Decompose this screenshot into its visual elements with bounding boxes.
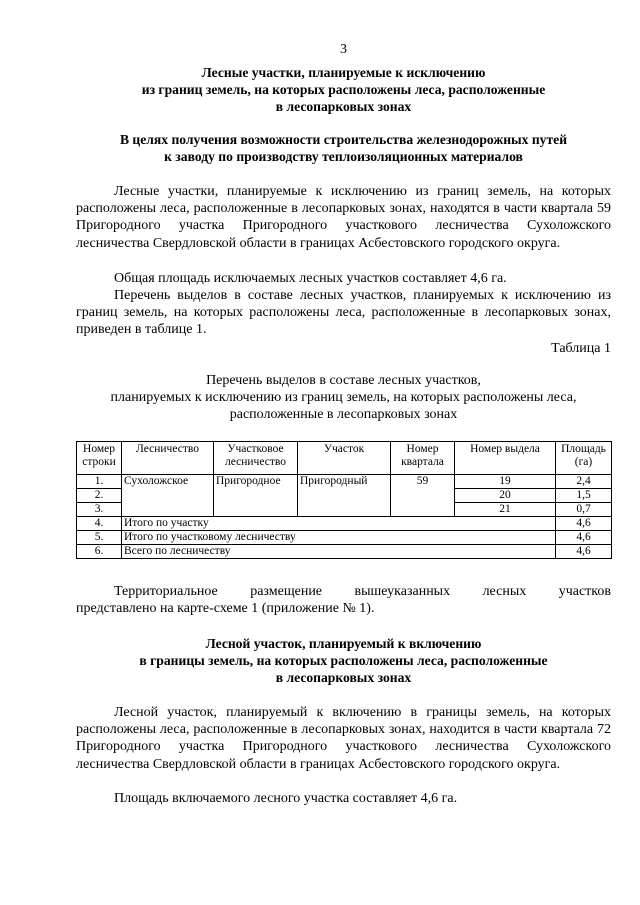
cell-total-label: Итого по участковому лесничеству (122, 531, 556, 545)
table-header-row (77, 442, 612, 475)
cell-row-number: 6. (77, 545, 122, 559)
cell-allotment: 20 (455, 489, 556, 503)
paragraph-inclusion-location (76, 704, 611, 773)
cell-area: 1,5 (556, 489, 612, 503)
cell-row-number: 3. (77, 503, 122, 517)
cell-allotment: 19 (455, 475, 556, 489)
paragraph-text: представлено на карте-схеме 1 (приложение № 1). (76, 601, 375, 617)
section-heading-exclusion (76, 64, 611, 115)
paragraph-text: Лесные участки, планируемые к исключению из границ земель, на которых расположены леса, расположенные в лесопарковых зонах, находятся в части квартала 59 Пригородного участка Пригородного участкового лесничества Сухоложского лесничества Свердловской области в границах Асбестовского городского округа. (76, 184, 611, 251)
cell-row-number: 4. (77, 517, 122, 531)
cell-row-number: 2. (77, 489, 122, 503)
header-area: Площадь (га) (556, 442, 612, 475)
cell-quarter: 59 (391, 475, 455, 517)
heading-line: Лесной участок, планируемый к включению (205, 636, 482, 651)
table-title (76, 372, 611, 423)
cell-total-label: Всего по лесничеству (122, 545, 556, 559)
heading-line: в лесопарковых зонах (275, 670, 412, 685)
table-row (77, 475, 612, 489)
heading-line: в лесопарковых зонах (275, 99, 412, 114)
paragraph-total-area (76, 270, 611, 287)
cell-area: 0,7 (556, 503, 612, 517)
heading-line: В целях получения возможности строительства железнодорожных путей (119, 132, 568, 147)
table-total-row (77, 517, 612, 531)
cell-row-number: 1. (77, 475, 122, 489)
paragraph-text: Территориальное размещение вышеуказанных лесных участков (114, 584, 611, 599)
cell-total-label: Итого по участку (122, 517, 556, 531)
paragraph-location (76, 183, 611, 252)
heading-line: из границ земель, на которых расположены леса, расположенные (141, 82, 546, 97)
cell-area: 4,6 (556, 545, 612, 559)
page-number: 3 (340, 42, 347, 57)
cell-area: 2,4 (556, 475, 612, 489)
cell-plot: Пригородный (298, 475, 391, 517)
table-caption: Таблица 1 (551, 341, 611, 356)
header-district-forestry: Участковое лесничество (214, 442, 298, 475)
header-forestry: Лесничество (122, 442, 214, 475)
header-row-number: Номер строки (77, 442, 122, 475)
paragraph-table-reference (76, 287, 611, 339)
table-title-line: расположенные в лесопарковых зонах (229, 407, 458, 422)
heading-line: к заводу по производству теплоизоляционных материалов (164, 149, 523, 164)
cell-area: 4,6 (556, 531, 612, 545)
paragraph-map-reference (76, 583, 611, 617)
table-total-row (77, 545, 612, 559)
header-plot: Участок (298, 442, 391, 475)
heading-line: в границы земель, на которых расположены леса, расположенные (139, 653, 548, 668)
paragraph-text: Лесной участок, планируемый к включению в границы земель, на которых расположены леса, расположенные в лесопарковых зонах, находится в части квартала 72 Пригородного участка Пригородного участкового лесничества Сухоложского лесничества Свердловской области в границах Асбестовского городского округа. (76, 705, 611, 772)
header-allotment: Номер выдела (455, 442, 556, 475)
section-subheading-purpose (76, 131, 611, 165)
cell-allotment: 21 (455, 503, 556, 517)
paragraph-text: Общая площадь исключаемых лесных участков составляет 4,6 га. (114, 271, 507, 286)
paragraph-inclusion-area (76, 790, 611, 807)
allotments-table (76, 441, 612, 559)
table-title-line: Перечень выделов в составе лесных участков, (206, 373, 481, 388)
cell-area: 4,6 (556, 517, 612, 531)
table-total-row (77, 531, 612, 545)
table-title-line: планируемых к исключению из границ земель, на которых расположены леса, (110, 390, 577, 405)
cell-district-forestry: Пригородное (214, 475, 298, 517)
cell-row-number: 5. (77, 531, 122, 545)
paragraph-text: Площадь включаемого лесного участка составляет 4,6 га. (114, 791, 458, 806)
paragraph-text: Перечень выделов в составе лесных участков, планируемых к исключению из границ земель, на которых расположены леса, расположенные в лесопарковых зонах, приведен в таблице 1. (76, 288, 611, 338)
section-heading-inclusion (76, 635, 611, 686)
heading-line: Лесные участки, планируемые к исключению (201, 65, 486, 80)
cell-forestry: Сухоложское (122, 475, 214, 517)
header-quarter: Номер квартала (391, 442, 455, 475)
